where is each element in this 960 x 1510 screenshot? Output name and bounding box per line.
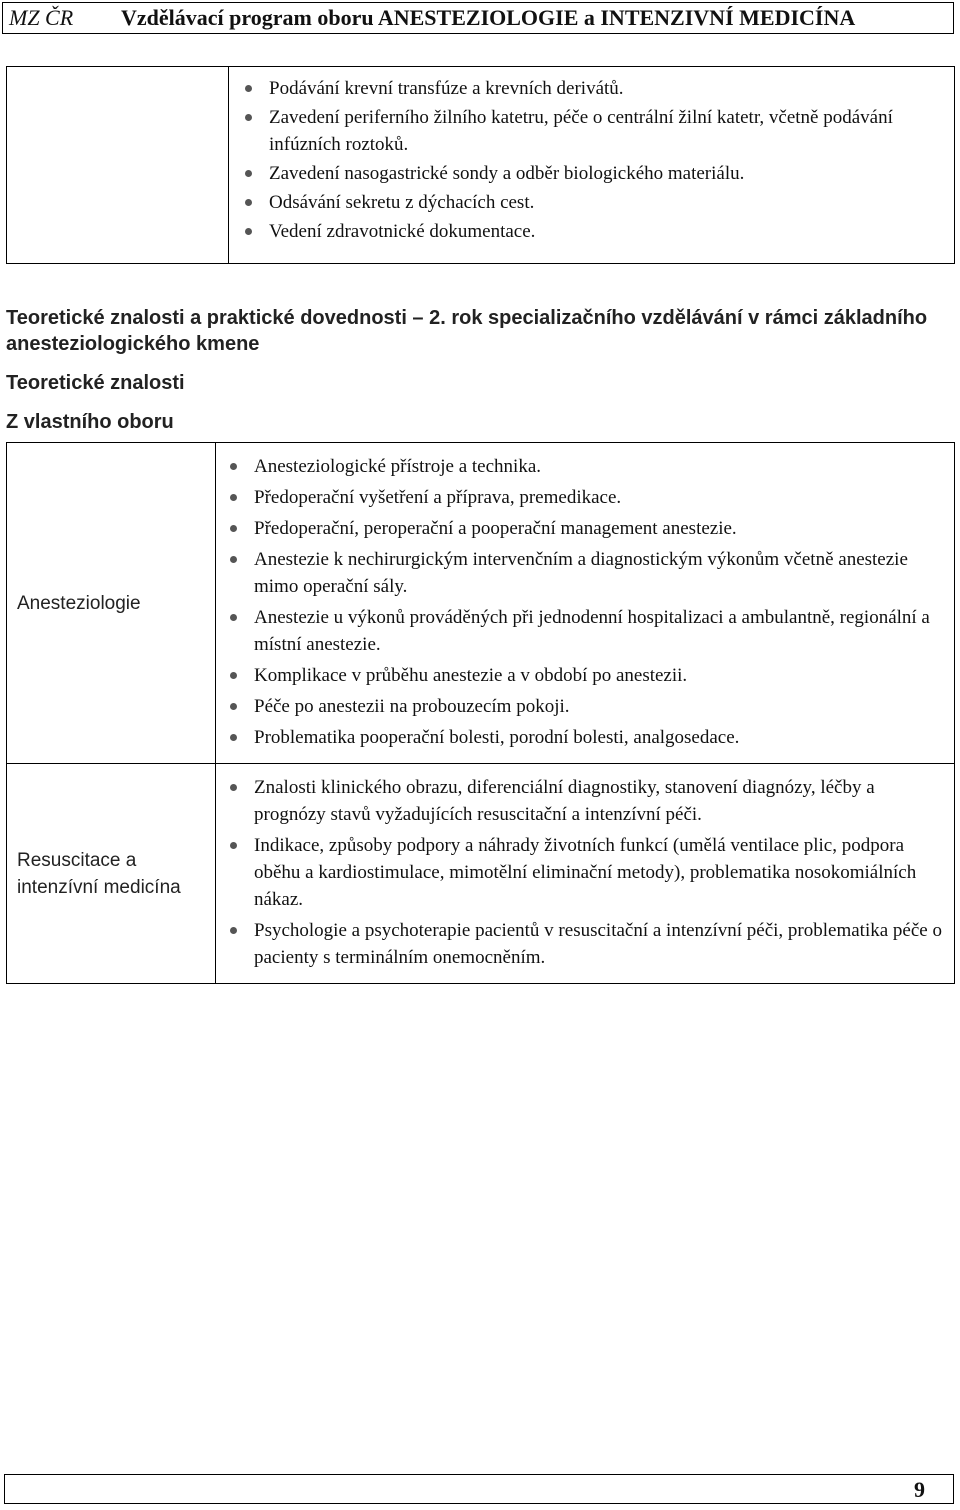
list-item bbox=[235, 189, 946, 216]
top-table-list bbox=[235, 75, 946, 245]
top-table-label-cell bbox=[7, 67, 229, 264]
page-footer bbox=[4, 1474, 954, 1504]
bullet-icon bbox=[245, 114, 252, 121]
list-item bbox=[235, 160, 946, 187]
section-subheading: Teoretické znalosti bbox=[6, 372, 185, 394]
list-item bbox=[220, 832, 946, 913]
list-item-text: Anestezie u výkonů prováděných při jednodenní hospitalizaci a ambulantně, regionální a místní anestezie. bbox=[254, 607, 930, 655]
list-item-text: Vedení zdravotnické dokumentace. bbox=[269, 221, 536, 242]
list-item bbox=[220, 546, 946, 600]
top-table bbox=[6, 66, 955, 264]
list-item-text: Komplikace v průběhu anestezie a v období po anestezii. bbox=[254, 665, 688, 686]
list-item-text: Zavedení periferního žilního katetru, péče o centrální žilní katetr, včetně podávání infúzních roztoků. bbox=[269, 107, 893, 155]
table-row bbox=[7, 443, 955, 764]
bullet-icon bbox=[245, 85, 252, 92]
bullet-icon bbox=[230, 556, 237, 563]
bullet-icon bbox=[230, 463, 237, 470]
resuscitace-list bbox=[220, 774, 946, 971]
list-item bbox=[220, 662, 946, 689]
list-item-text: Péče po anestezii na probouzecím pokoji. bbox=[254, 696, 570, 717]
section-subsubheading: Z vlastního oboru bbox=[6, 411, 174, 433]
row-content-anesteziologie bbox=[216, 443, 955, 764]
row-content-resuscitace bbox=[216, 764, 955, 984]
bullet-icon bbox=[230, 525, 237, 532]
bullet-icon bbox=[230, 703, 237, 710]
list-item-text: Indikace, způsoby podpory a náhrady životních funkcí (umělá ventilace plic, podpora oběhu a kardiostimulace, mimotělní eliminační metody), problematika nosokomiálních nákaz. bbox=[254, 835, 917, 910]
list-item-text: Znalosti klinického obrazu, diferenciální diagnostiky, stanovení diagnózy, léčby a prognózy stavů vyžadujících resuscitační a intenzívní péči. bbox=[254, 777, 875, 825]
section-heading: Teoretické znalosti a praktické dovednosti – 2. rok specializačního vzdělávání v rámci základního anesteziologického kmene bbox=[6, 307, 928, 355]
bullet-icon bbox=[245, 170, 252, 177]
bullet-icon bbox=[230, 614, 237, 621]
header-org: MZ ČR bbox=[9, 5, 74, 30]
list-item-text: Předoperační, peroperační a pooperační management anestezie. bbox=[254, 518, 737, 539]
list-item bbox=[220, 604, 946, 658]
table-row bbox=[7, 764, 955, 984]
top-table-content-cell bbox=[229, 67, 955, 264]
list-item bbox=[220, 693, 946, 720]
list-item bbox=[235, 104, 946, 158]
bullet-icon bbox=[230, 494, 237, 501]
list-item-text: Psychologie a psychoterapie pacientů v resuscitační a intenzívní péči, problematika péče o pacienty s terminálním onemocněním. bbox=[254, 920, 942, 968]
list-item bbox=[220, 453, 946, 480]
list-item-text: Předoperační vyšetření a příprava, premedikace. bbox=[254, 487, 622, 508]
list-item bbox=[220, 484, 946, 511]
knowledge-table bbox=[6, 442, 955, 984]
list-item-text: Odsávání sekretu z dýchacích cest. bbox=[269, 192, 535, 213]
bullet-icon bbox=[230, 927, 237, 934]
list-item bbox=[220, 774, 946, 828]
anesteziologie-list bbox=[220, 453, 946, 751]
row-label-anesteziologie: Anesteziologie bbox=[7, 443, 216, 764]
list-item bbox=[220, 917, 946, 971]
page-number: 9 bbox=[914, 1477, 925, 1502]
list-item bbox=[220, 515, 946, 542]
list-item-text: Anesteziologické přístroje a technika. bbox=[254, 456, 542, 477]
list-item-text: Zavedení nasogastrické sondy a odběr biologického materiálu. bbox=[269, 163, 745, 184]
list-item bbox=[235, 218, 946, 245]
bullet-icon bbox=[230, 734, 237, 741]
list-item-text: Problematika pooperační bolesti, porodní bolesti, analgosedace. bbox=[254, 727, 740, 748]
row-label-resuscitace: Resuscitace a intenzívní medicína bbox=[7, 764, 216, 984]
list-item bbox=[220, 724, 946, 751]
bullet-icon bbox=[230, 672, 237, 679]
list-item-text: Podávání krevní transfúze a krevních derivátů. bbox=[269, 78, 624, 99]
bullet-icon bbox=[230, 842, 237, 849]
bullet-icon bbox=[245, 199, 252, 206]
bullet-icon bbox=[230, 784, 237, 791]
bullet-icon bbox=[245, 228, 252, 235]
header-title: Vzdělávací program oboru ANESTEZIOLOGIE a INTENZIVNÍ MEDICÍNA bbox=[121, 5, 856, 30]
page-header bbox=[2, 2, 954, 34]
list-item bbox=[235, 75, 946, 102]
list-item-text: Anestezie k nechirurgickým intervenčním a diagnostickým výkonům včetně anestezie mimo operační sály. bbox=[254, 549, 908, 597]
